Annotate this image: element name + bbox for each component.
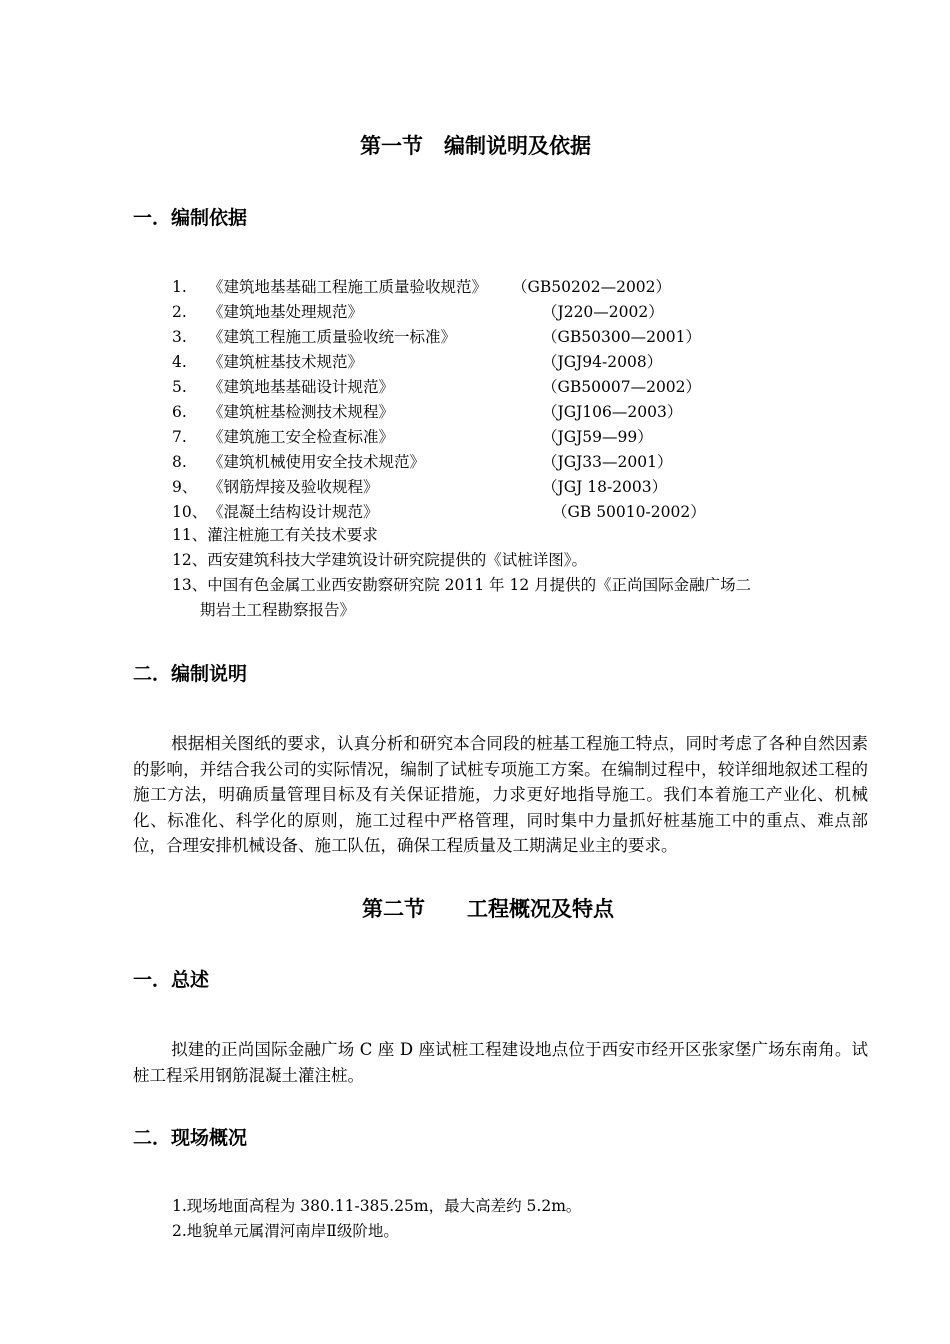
reference-item: [172, 275, 712, 300]
reference-code: （JGJ 18-2003）: [542, 478, 668, 496]
heading-compilation-basis: 一．编制依据: [133, 207, 248, 229]
section-2-title: 第二节 工程概况及特点: [362, 897, 614, 921]
reference-code: （JGJ94-2008）: [542, 353, 663, 371]
reference-item: [172, 325, 712, 350]
heading-compilation-notes: 二．编制说明: [133, 663, 248, 685]
reference-title: 《建筑工程施工质量验收统一标准》: [208, 328, 457, 346]
reference-title: 《建筑桩基技术规范》: [208, 353, 364, 371]
reference-code: （GB50300—2001）: [542, 328, 702, 346]
reference-code: （JGJ59—99）: [542, 428, 653, 446]
heading-overview: 一．总述: [133, 969, 210, 991]
overview-paragraph: 拟建的正尚国际金融广场 C 座 D 座试桩工程建设地点位于西安市经开区张家堡广场东南角。试桩工程采用钢筋混凝土灌注桩。: [133, 1040, 868, 1085]
section-1-title: 第一节 编制说明及依据: [360, 134, 591, 158]
reference-item: [172, 475, 712, 500]
reference-number: 9、: [172, 478, 198, 496]
site-item-1: 1.现场地面高程为 380.11-385.25m，最大高差约 5.2m。: [172, 1197, 582, 1215]
reference-number: 1.: [172, 278, 187, 296]
reference-title: 《混凝土结构设计规范》: [208, 503, 379, 521]
reference-code: （JGJ33—2001）: [542, 453, 673, 471]
reference-number: 7.: [172, 428, 187, 446]
reference-item-13-continued: 期岩土工程勘察报告》: [200, 601, 356, 619]
reference-number: 8.: [172, 453, 187, 471]
reference-title: 《钢筋焊接及验收规程》: [208, 478, 379, 496]
reference-number: 5.: [172, 378, 187, 396]
reference-item: [172, 350, 712, 375]
reference-item: [172, 425, 712, 450]
reference-item-12: 12、西安建筑科技大学建筑设计研究院提供的《试桩详图》。: [172, 551, 587, 569]
reference-item-13: 13、中国有色金属工业西安勘察研究院 2011 年 12 月提供的《正尚国际金融广场二: [172, 576, 752, 594]
reference-item: [172, 375, 712, 400]
reference-code: （J220—2002）: [542, 303, 664, 321]
reference-number: 2.: [172, 303, 187, 321]
reference-code: （GB50202—2002）: [512, 278, 672, 296]
reference-item-11: 11、灌注桩施工有关技术要求: [172, 526, 378, 544]
reference-title: 《建筑施工安全检查标准》: [208, 428, 395, 446]
reference-item: [172, 500, 712, 525]
reference-number: 6.: [172, 403, 187, 421]
reference-title: 《建筑桩基检测技术规程》: [208, 403, 395, 421]
site-item-2: 2.地貌单元属渭河南岸Ⅱ级阶地。: [172, 1222, 399, 1240]
reference-title: 《建筑地基基础设计规范》: [208, 378, 395, 396]
reference-number: 4.: [172, 353, 187, 371]
reference-title: 《建筑地基基础工程施工质量验收规范》: [208, 278, 488, 296]
reference-title: 《建筑机械使用安全技术规范》: [208, 453, 426, 471]
heading-site-overview: 二．现场概况: [133, 1127, 248, 1149]
reference-code: （GB 50010-2002）: [552, 503, 706, 521]
reference-item: [172, 450, 712, 475]
reference-number: 10、: [172, 503, 208, 521]
reference-code: （GB50007—2002）: [542, 378, 702, 396]
reference-title: 《建筑地基处理规范》: [208, 303, 364, 321]
reference-code: （JGJ106—2003）: [542, 403, 683, 421]
reference-item: [172, 400, 712, 425]
reference-number: 3.: [172, 328, 187, 346]
compilation-notes-paragraph: 根据相关图纸的要求，认真分析和研究本合同段的桩基工程施工特点，同时考虑了各种自然因素的影响，并结合我公司的实际情况，编制了试桩专项施工方案。在编制过程中，较详细地叙述工程的施工方法，明确质量管理目标及有关保证措施，力求更好地指导施工。我们本着施工产业化、机械化、标准化、科学化的原则，施工过程中严格管理，同时集中力量抓好桩基施工中的重点、难点部位，合理安排机械设备、施工队伍，确保工程质量及工期满足业主的要求。: [133, 734, 868, 855]
reference-item: [172, 300, 712, 325]
